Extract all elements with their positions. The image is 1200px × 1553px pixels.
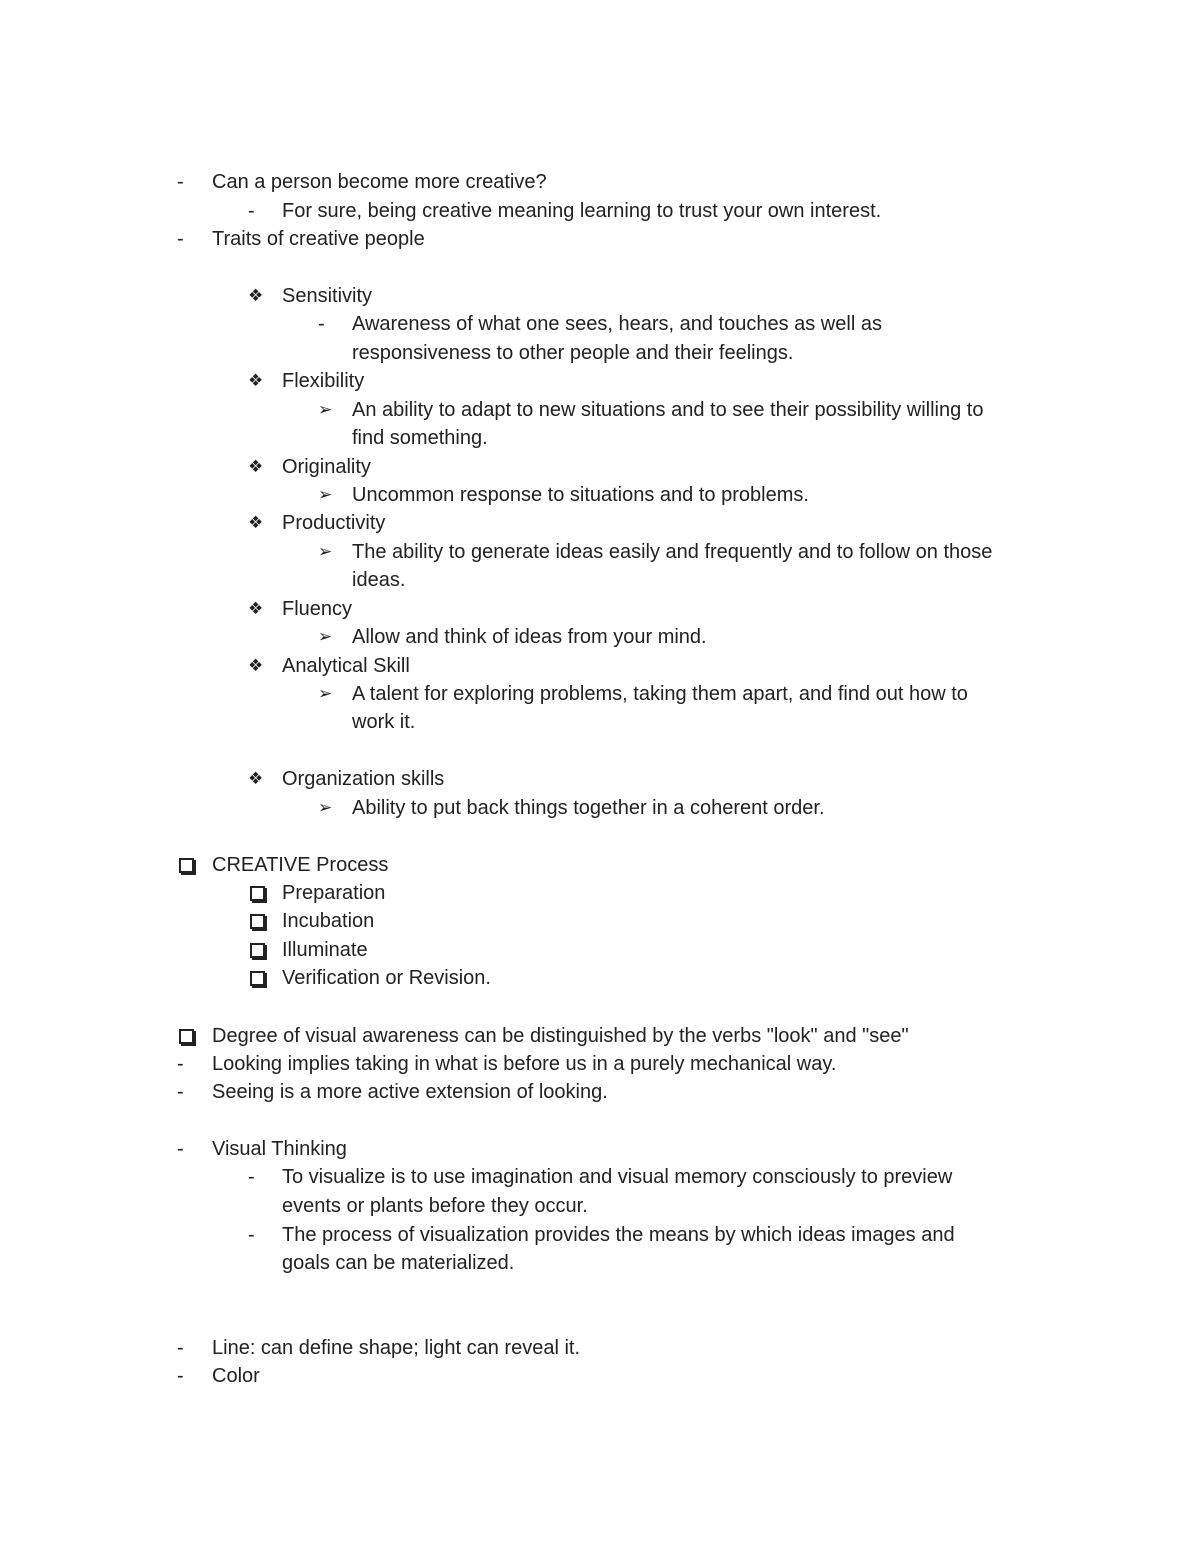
checkbox-bullet-icon [250,943,265,958]
diamond-bullet-icon: ❖ [248,457,264,476]
item-text: Organization skills [282,768,445,790]
list-item [0,680,1200,708]
dash-bullet: - [177,1337,184,1359]
item-text: Incubation [282,910,375,932]
list-item [0,765,1200,793]
list-item [0,538,1200,566]
arrow-bullet-icon: ➢ [318,485,333,504]
item-text: Illuminate [282,939,368,961]
dash-bullet: - [177,228,184,250]
checkbox-bullet-icon [179,1029,194,1044]
item-text: Originality [282,456,371,478]
list-item [0,1050,1200,1078]
item-text: Awareness of what one sees, hears, and touches as well as [352,313,882,335]
item-text: An ability to adapt to new situations and to see their possibility willing to [352,399,984,421]
list-item [0,1362,1200,1390]
dash-bullet: - [177,1138,184,1160]
item-text: Traits of creative people [212,228,425,250]
dash-bullet: - [248,200,255,222]
item-text: Allow and think of ideas from your mind. [352,626,707,648]
item-text: The ability to generate ideas easily and frequently and to follow on those [352,541,993,563]
item-text: Fluency [282,598,353,620]
checkbox-bullet-icon [179,858,194,873]
item-text: work it. [352,711,416,733]
list-item-continuation [0,708,1200,736]
list-item-continuation [0,566,1200,594]
list-item [0,1221,1200,1249]
list-item [0,481,1200,509]
list-item-continuation [0,339,1200,367]
item-text: Color [212,1365,260,1387]
list-item [0,225,1200,253]
list-item [0,1078,1200,1106]
item-text: Can a person become more creative? [212,171,547,193]
list-item [0,310,1200,338]
item-text: Flexibility [282,370,365,392]
checkbox-item [0,1022,1200,1050]
item-text: events or plants before they occur. [282,1195,588,1217]
list-item [0,509,1200,537]
item-text: Uncommon response to situations and to problems. [352,484,809,506]
checkbox-bullet-icon [250,886,265,901]
dash-bullet: - [248,1166,255,1188]
list-item [0,168,1200,196]
checkbox-item [0,907,1200,935]
dash-bullet: - [177,1053,184,1075]
diamond-bullet-icon: ❖ [248,769,264,788]
item-text: responsiveness to other people and their feelings. [352,342,794,364]
item-text: Degree of visual awareness can be distinguished by the verbs "look" and "see" [212,1025,909,1047]
item-text: For sure, being creative meaning learning to trust your own interest. [282,200,882,222]
item-text: find something. [352,427,488,449]
dash-bullet: - [248,1224,255,1246]
list-item [0,623,1200,651]
list-item [0,453,1200,481]
list-item [0,1163,1200,1191]
item-text: The process of visualization provides the means by which ideas images and [282,1224,955,1246]
arrow-bullet-icon: ➢ [318,627,333,646]
item-text: Visual Thinking [212,1138,347,1160]
item-text: A talent for exploring problems, taking them apart, and find out how to [352,683,968,705]
item-text: Looking implies taking in what is before us in a purely mechanical way. [212,1053,837,1075]
dash-bullet: - [318,313,325,335]
list-item [0,282,1200,310]
list-item-continuation [0,1249,1200,1277]
checkbox-item [0,936,1200,964]
item-text: To visualize is to use imagination and visual memory consciously to preview [282,1166,953,1188]
list-item [0,197,1200,225]
list-item-continuation [0,1192,1200,1220]
diamond-bullet-icon: ❖ [248,371,264,390]
checkbox-bullet-icon [250,914,265,929]
checkbox-item [0,964,1200,992]
list-item [0,1135,1200,1163]
dash-bullet: - [177,1081,184,1103]
list-item [0,595,1200,623]
item-text: Line: can define shape; light can reveal it. [212,1337,581,1359]
item-text: Preparation [282,882,386,904]
dash-bullet: - [177,171,184,193]
item-text: CREATIVE Process [212,854,389,876]
checkbox-item [0,879,1200,907]
dash-bullet: - [177,1365,184,1387]
item-text: ideas. [352,569,406,591]
arrow-bullet-icon: ➢ [318,684,333,703]
item-text: goals can be materialized. [282,1252,515,1274]
checkbox-bullet-icon [250,971,265,986]
list-item [0,652,1200,680]
list-item [0,1334,1200,1362]
arrow-bullet-icon: ➢ [318,798,333,817]
arrow-bullet-icon: ➢ [318,400,333,419]
item-text: Ability to put back things together in a coherent order. [352,797,825,819]
item-text: Verification or Revision. [282,967,491,989]
item-text: Productivity [282,512,386,534]
list-item [0,367,1200,395]
item-text: Sensitivity [282,285,373,307]
item-text: Seeing is a more active extension of looking. [212,1081,608,1103]
diamond-bullet-icon: ❖ [248,599,264,618]
arrow-bullet-icon: ➢ [318,542,333,561]
list-item [0,794,1200,822]
list-item-continuation [0,424,1200,452]
diamond-bullet-icon: ❖ [248,656,264,675]
checkbox-item [0,851,1200,879]
list-item [0,396,1200,424]
item-text: Analytical Skill [282,655,410,677]
diamond-bullet-icon: ❖ [248,513,264,532]
diamond-bullet-icon: ❖ [248,286,264,305]
